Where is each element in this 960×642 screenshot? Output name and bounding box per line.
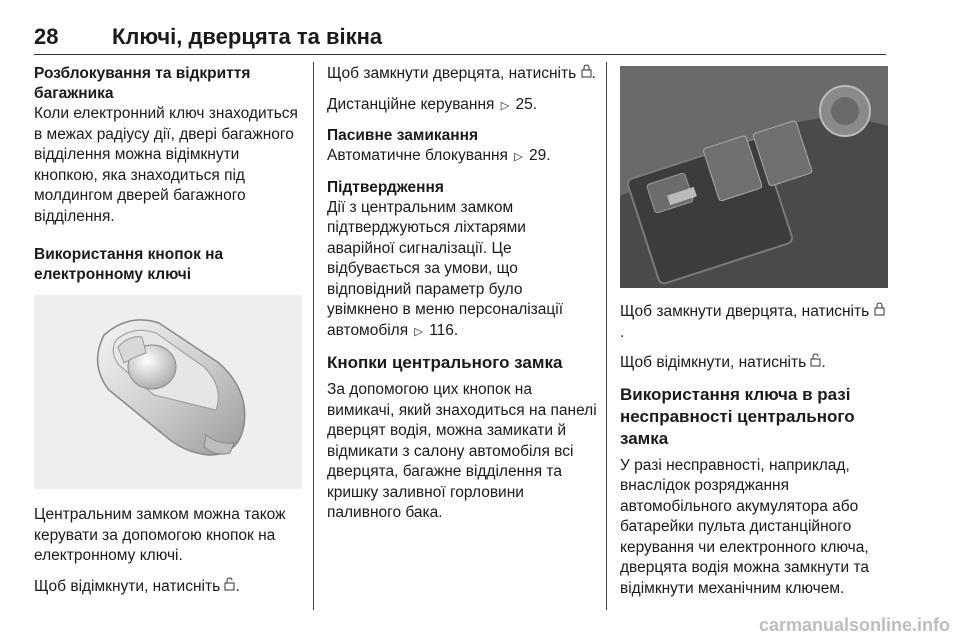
- page-reference: 25.: [515, 95, 538, 113]
- lock-icon: [874, 302, 885, 323]
- section-heading: Підтвердження: [327, 178, 444, 196]
- paragraph-text: Щоб відімкнути, натисніть: [620, 354, 807, 371]
- column-3: [620, 64, 888, 609]
- paragraph: [327, 146, 597, 168]
- column-2: [327, 64, 597, 534]
- unlock-icon: [224, 577, 235, 598]
- paragraph: [34, 577, 302, 598]
- paragraph: У разі несправності, наприклад, внаслідок розряджання автомобільного акумулятора або батарейки пульта дистанційного керування чи електронного ключа, дверцята водія можна замкнути та відімкнути механічним ключем.: [620, 456, 870, 597]
- paragraph-end: .: [235, 577, 240, 595]
- section-heading: Розблокування та відкриття багажника: [34, 65, 251, 102]
- ref-arrow-icon: ▷: [414, 325, 423, 338]
- paragraph-text: Щоб замкнути дверцята, натисніть: [620, 303, 870, 320]
- door-switch-photo: [620, 66, 888, 288]
- ref-arrow-icon: ▷: [500, 99, 510, 112]
- paragraph-end: .: [591, 65, 596, 82]
- column-1: [34, 64, 302, 607]
- paragraph-text: Автоматичне блокування: [327, 147, 508, 164]
- paragraph: [327, 198, 597, 343]
- paragraph: [620, 302, 888, 343]
- paragraph-end: .: [821, 354, 826, 371]
- header-rule: [34, 54, 886, 55]
- paragraph: [620, 353, 888, 374]
- section-heading: Використання ключа в разі несправності центрального замка: [620, 384, 855, 448]
- section-heading: Кнопки центрального замка: [327, 353, 563, 372]
- lock-icon: [581, 64, 592, 85]
- column-divider: [606, 62, 607, 610]
- page-number: 28: [34, 24, 59, 49]
- paragraph-text: Щоб відімкнути, натисніть: [34, 577, 221, 595]
- paragraph-text: Дії з центральним замком підтверджуються ліхтарями аварійної сигналізації. Це відбувається за умови, що відповідний параметр було увімкнено в меню персоналізації автомобіля: [327, 198, 564, 339]
- page-reference: 29.: [529, 147, 551, 164]
- paragraph: [327, 64, 597, 85]
- paragraph: Центральним замком можна також керувати за допомогою кнопок на електронному ключі.: [34, 506, 286, 564]
- watermark: carmanualsonline.info: [758, 615, 950, 635]
- paragraph-text: Дистанційне керування: [327, 95, 495, 113]
- paragraph: Коли електронний ключ знаходиться в межах радіусу дії, двері багажного відділення можна відімкнути кнопкою, яка знаходиться під молдингом дверей багажного відділення.: [34, 105, 298, 225]
- paragraph-end: .: [620, 323, 625, 341]
- unlock-icon: [810, 353, 821, 374]
- section-heading: Використання кнопок на електронному ключі: [34, 246, 224, 283]
- ref-arrow-icon: ▷: [514, 151, 523, 163]
- page-reference: 116.: [429, 321, 459, 339]
- page-header: [34, 24, 886, 52]
- paragraph: За допомогою цих кнопок на вимикачі, який знаходиться на панелі дверцят водія, можна замикати й відмикати з салону автомобіля всі дверцята, багажне відділення та кришку заливної горловини паливного бака.: [327, 381, 597, 521]
- page-title: Ключі, дверцята та вікна: [112, 24, 383, 49]
- paragraph-text: Щоб замкнути дверцята, натисніть: [327, 65, 577, 82]
- paragraph: [327, 95, 597, 117]
- section-heading: Пасивне замикання: [327, 127, 478, 144]
- column-divider: [313, 62, 314, 610]
- key-fob-illustration: [34, 295, 302, 489]
